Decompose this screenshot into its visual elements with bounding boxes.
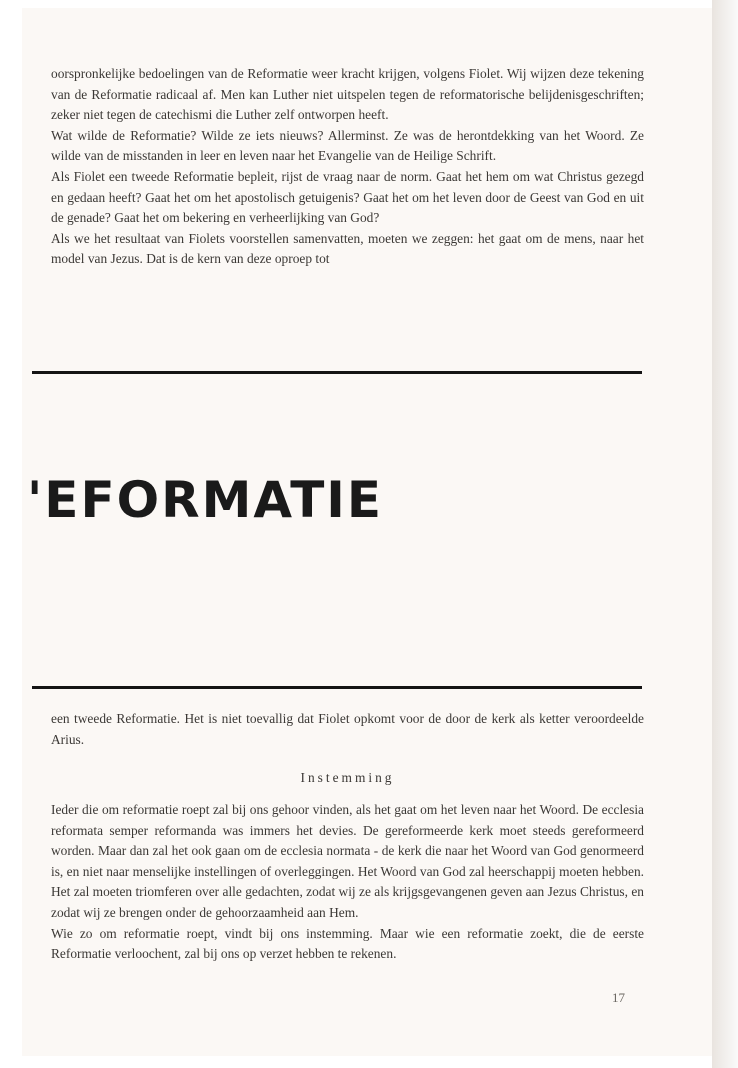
paragraph-luther: oorspronkelijke bedoelingen van de Reformatie weer kracht krijgen, volgens Fiolet. Wij wijzen deze tekening van de Reformatie radicaal af. Men kan Luther niet uitspelen tegen de reformatorische belijdenisgeschriften; zeker niet tegen de catechismi die Luther zelf ontworpen heeft. bbox=[51, 66, 644, 123]
page-spine-shadow bbox=[712, 0, 738, 1068]
paragraph-gehoor: Ieder die om reformatie roept zal bij ons gehoor vinden, als het gaat om het leven naar het Woord. De ecclesia reformata semper reformanda was immers het devies. De gereformeerde kerk moet steeds gereformeerd worden. Maar dan zal het ook gaan om de ecclesia normata - de kerk die naar het Woord van God genormeerd is, en niet naar menselijke instellingen of overleggingen. Het Woord van God zal heerschappij moeten hebben. Het zal moeten triomferen over alle gedachten, zodat wij ze als krijgsgevangenen geven aan Jezus Christus, en zodat wij ze brengen onder de gehoorzaamheid aan Hem. bbox=[51, 802, 644, 920]
subhead-instemming: Instemming bbox=[300, 770, 395, 785]
top-text-block bbox=[51, 64, 644, 270]
section-heading: 'EFORMATIE bbox=[27, 471, 384, 529]
top-rule bbox=[32, 371, 642, 374]
paragraph-reformatie-wilde: Wat wilde de Reformatie? Wilde ze iets nieuws? Allerminst. Ze was de herontdekking van het Woord. Ze wilde van de misstanden in leer en leven naar het Evangelie van de Heilige Schrift. bbox=[51, 127, 644, 164]
bottom-text-block bbox=[51, 709, 644, 750]
page-number: 17 bbox=[612, 990, 625, 1005]
subhead-wrap bbox=[51, 770, 644, 794]
paragraph-resultaat: Als we het resultaat van Fiolets voorstellen samenvatten, moeten we zeggen: het gaat om de mens, naar het model van Jezus. Dat is de kern van deze oproep tot bbox=[51, 230, 644, 267]
bottom-rule bbox=[32, 686, 642, 689]
paragraph-arius: een tweede Reformatie. Het is niet toevallig dat Fiolet opkomt voor de door de kerk als ketter veroordeelde Arius. bbox=[51, 711, 644, 747]
paragraph-norm: Als Fiolet een tweede Reformatie bepleit, rijst de vraag naar de norm. Gaat het hem om wat Christus gezegd en gedaan heeft? Gaat het om het apostolisch getuigenis? Gaat het om het leven door de Geest van God en uit de genade? Gaat het om bekering en verheerlijking van God? bbox=[51, 168, 644, 226]
instemming-text-block bbox=[51, 800, 644, 965]
paragraph-verzet: Wie zo om reformatie roept, vindt bij ons instemming. Maar wie een reformatie zoekt, die de eerste Reformatie verloochent, zal bij ons op verzet hebben te rekenen. bbox=[51, 925, 644, 962]
